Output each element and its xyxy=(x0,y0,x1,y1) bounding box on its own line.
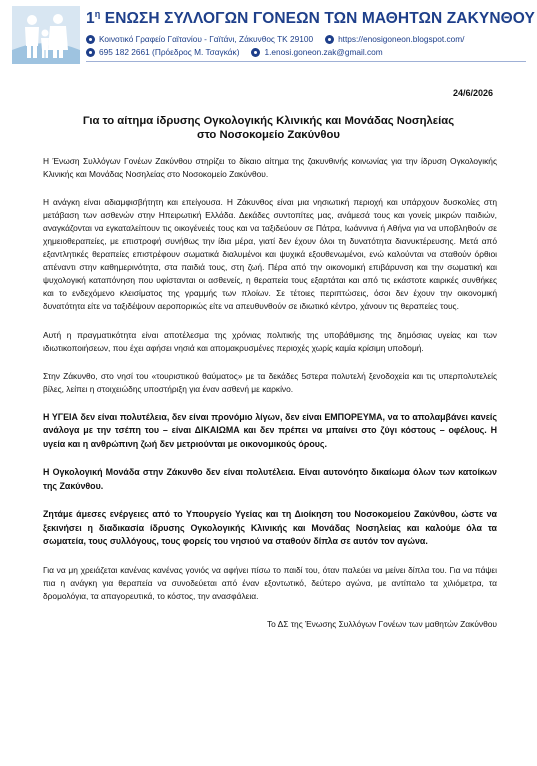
location-icon xyxy=(86,35,95,44)
email-link[interactable]: 1.enosi.goneon.zak@gmail.com xyxy=(264,47,383,57)
address-text: Κοινοτικό Γραφείο Γαϊτανίου - Γαϊτάνι, Ζάκυνθος ΤΚ 29100 xyxy=(99,34,314,44)
family-logo-icon xyxy=(12,6,80,64)
body-paragraph: Η ανάγκη είναι αδιαμφισβήτητη και επείγουσα. Η Ζάκυνθος είναι μια νησιωτική περιοχή και υπάρχουν δυσκολίες στη μετάβαση των ασθενών στην Ηπειρωτική Ελλάδα. Δεκάδες συντοπίτες μας, ανάμεσά τους και γονείς μικρών παιδιών, αναγκάζονται να εγκαταλείπουν τις οικογένειές τους και να ταξιδεύουν σε Πάτρα, Ιωάννινα ή Αθήνα για να υποβληθούν σε χημειοθεραπείες, με επιστροφή συνήθως την ίδια μέρα, γιατί δεν έχουν όλοι τη δυνατότητα διανυκτέρευσης. Μετά από εξαντλητικές θεραπείες επιστρέφουν σωματικά διαλυμένοι και ψυχικά εξουθενωμένοι, ενώ καλούνται να σταθούν όρθιοι απέναντι στην καθημερινότητα, στα παιδιά τους, στη ζωή. Πέρα από την οικονομική επιβάρυνση και την σωματική και ψυχολογική καταπόνηση που υφίστανται οι ασθενείς, η θεραπεία τους εξαρτάται και από τις εκάστοτε καιρικές συνθήκες και το ενδεχόμενο κλεισίματος της γραμμής των πλοίων. Σε τέτοιες περιπτώσεις, όσοι δεν έχουν την οικονομική δυνατότητα είτε να ταξιδέψουν αεροπορικώς είτε να απευθυνθούν σε ιδιωτικό κέντρο, χάνουν τις θεραπείες τους. xyxy=(43,197,497,312)
document-date: 24/6/2026 xyxy=(452,88,493,98)
globe-icon xyxy=(325,35,334,44)
closing-paragraph: Για να μη χρειάζεται κανένας κανένας γονιός να αφήνει πίσω το παιδί του, όταν παλεύει να μείνει δίπλα του. Για να πάψει πια η ανάγκη για θεραπεία να συνοδεύεται από έναν εξοντωτικό, δεύτερο αγώνα, με αντίπαλο τα χιλιόμετρα, τα δρομολόγια, τα απαγορευτικά, το κόστος, την ανασφάλεια. xyxy=(43,564,497,601)
body-paragraph: Στην Ζάκυνθο, στο νησί του «τουριστικού θαύματος» με τα δεκάδες 5στερα πολυτελή ξενοδοχεία και τις υπερπολυτελείς βίλες, λείπει η στοιχειώδης υποστήριξη για έναν ασθενή με καρκίνο. xyxy=(43,370,497,394)
bold-paragraph: Ζητάμε άμεσες ενέργειες από το Υπουργείο Υγείας και τη Διοίκηση του Νοσοκομείου Ζακύνθου, ώστε να ξεκινήσει η διαδικασία ίδρυσης Ογκολογικής Κλινικής και Μονάδας Νοσηλείας και καλούμε όλα τα σωματεία, τους συλλόγους, τους φορείς του νησιού να σταθούν δίπλα σε αυτόν τον αγώνα. xyxy=(43,509,497,547)
body-paragraph: Αυτή η πραγματικότητα είναι αποτέλεσμα της χρόνιας πολιτικής της υποβάθμισης της δημόσιας υγείας και των ιδιωτικοποιήσεων, που έχει αφήσει νησιά και απομακρυσμένες περιοχές χωρίς καμία κρίσιμη υποδομή. xyxy=(43,329,497,353)
website-link[interactable]: https://enosigoneon.blogspot.com/ xyxy=(338,34,465,44)
document-body xyxy=(43,155,497,646)
header-divider xyxy=(86,61,526,62)
signature: Το ΔΣ της Ένωσης Συλλόγων Γονέων των μαθητών Ζακύνθου xyxy=(266,618,497,629)
bold-paragraph: Η Ογκολογική Μονάδα στην Ζάκυνθο δεν είναι πολυτέλεια. Είναι αυτονόητο δικαίωμα όλων των κατοίκων της Ζακύνθου. xyxy=(43,467,497,491)
bold-paragraph: Η ΥΓΕΙΑ δεν είναι πολυτέλεια, δεν είναι προνόμιο λίγων, δεν είναι ΕΜΠΟΡΕΥΜΑ, να το απολαμβάνει κανείς ανάλογα με την τσέπη του – είναι ΔΙΚΑΙΩΜΑ και δεν πρέπει να μπαίνει στο ζύγι κόστους – οφέλους. Η υγεία και η ανθρώπινη ζωή δεν μετριούνται με οικονομικούς όρους. xyxy=(43,411,497,449)
phone-icon xyxy=(86,48,95,57)
email-icon xyxy=(251,48,260,57)
phone-text: 695 182 2661 (Πρόεδρος Μ. Τσαγκάκ) xyxy=(99,47,240,57)
title-line-2: στο Νοσοκομείο Ζακύνθου xyxy=(196,129,341,141)
title-line-1: Για το αίτημα ίδρυσης Ογκολογικής Κλινικής και Μονάδας Νοσηλείας xyxy=(82,115,455,127)
contact-row-phone xyxy=(86,47,383,57)
letterhead xyxy=(0,0,537,72)
contact-row-address xyxy=(86,34,464,44)
body-paragraph: Η Ένωση Συλλόγων Γονέων Ζακύνθου στηρίζει το δίκαιο αίτημα της ζακυνθινής κοινωνίας για την ίδρυση Ογκολογικής Κλινικής και Μονάδας Νοσηλείας στο Νοσοκομείο Ζακύνθου. xyxy=(43,156,497,180)
document-title xyxy=(40,114,497,142)
organization-title: $1^\eta$ ΕΝΩΣΗ ΣΥΛΛΟΓΩΝ ΓΟΝΕΩΝ ΤΩΝ ΜΑΘΗΤΩΝ ΖΑΚΥΝΘΟΥ xyxy=(86,9,535,28)
